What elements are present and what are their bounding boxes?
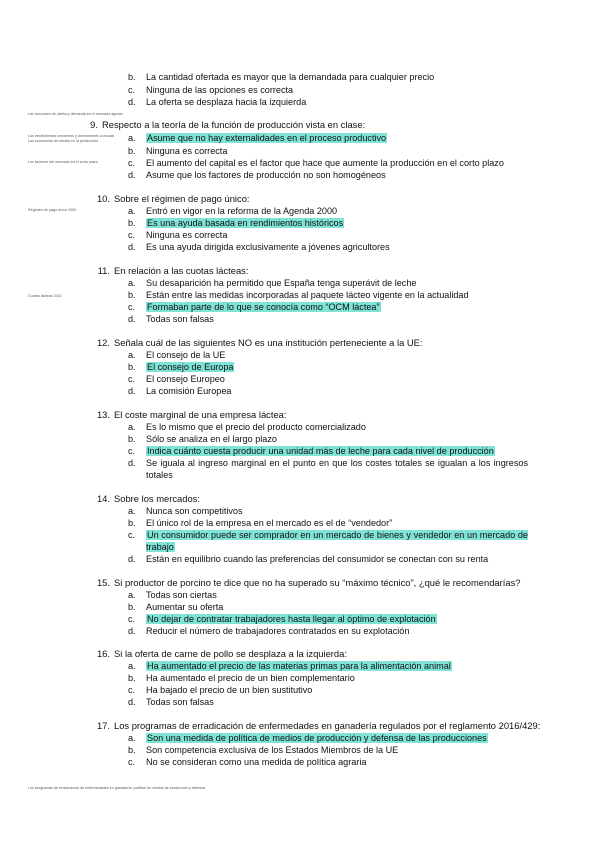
- option-letter: c.: [128, 530, 136, 540]
- option-text: Están en equilibrio cuando las preferencias del consumidor se conectan con su renta: [146, 554, 489, 564]
- question-title: Si la oferta de carne de pollo se desplaza a la izquierda:: [114, 648, 347, 659]
- option-text-highlighted: Ha aumentado el precio de las materias primas para la alimentación animal: [147, 661, 451, 671]
- option-text: Sólo se analiza en el largo plazo: [146, 434, 277, 444]
- option-text: Ninguna es correcta: [146, 146, 228, 156]
- option-letter: c.: [128, 374, 136, 384]
- margin-note: Los programas de erradicación de enfermedades en ganadería, política de medios de producción y defensa: [28, 786, 205, 790]
- question-13: [92, 409, 287, 421]
- option-text: Son competencia exclusiva de los Estados Miembros de la UE: [146, 745, 399, 755]
- question-title: Señala cuál de las siguientes NO es una institución perteneciente a la UE:: [114, 337, 423, 348]
- option-text: Todas son falsas: [146, 314, 214, 324]
- option-text: La cantidad ofertada es mayor que la demandada para cualquier precio: [146, 72, 435, 82]
- question-number: 13.: [96, 409, 110, 420]
- option-letter: d.: [128, 97, 136, 107]
- option-letter: a.: [128, 506, 136, 516]
- option-text: Asume que los factores de producción no son homogéneos: [146, 170, 386, 180]
- question-number: 16.: [96, 648, 110, 659]
- option-letter: a.: [128, 350, 136, 360]
- option-letter: c.: [128, 685, 136, 695]
- option-text: Es una ayuda dirigida exclusivamente a jóvenes agricultores: [146, 242, 390, 252]
- option-text: Es lo mismo que el precio del producto comercializado: [146, 422, 366, 432]
- question-10: [92, 193, 250, 205]
- option-letter: c.: [128, 302, 136, 312]
- option-letter: a.: [128, 422, 136, 432]
- option-text: Se iguala al ingreso marginal en el punto en que los costes totales se igualan a los ingresos totales: [146, 458, 528, 480]
- option-letter: a.: [128, 133, 136, 143]
- option-letter: d.: [128, 242, 136, 252]
- option-text: Su desaparición ha permitido que España tenga superávit de leche: [146, 278, 417, 288]
- option-text: Todas son ciertas: [146, 590, 217, 600]
- option-text-highlighted: Es una ayuda basada en rendimientos históricos: [147, 218, 344, 228]
- margin-note: Los factores del mercado en el corto plazo: [28, 160, 98, 164]
- question-title: Respecto a la teoría de la función de producción vista en clase:: [102, 119, 366, 130]
- option-letter: b.: [128, 434, 136, 444]
- margin-note: Cuotas lácteas 2015: [28, 294, 62, 298]
- option-text: El único rol de la empresa en el mercado es el de “vendedor”: [146, 518, 393, 528]
- question-title: Sobre el régimen de pago único:: [114, 193, 250, 204]
- option-letter: a.: [128, 661, 136, 671]
- question-14: [92, 493, 200, 505]
- option-text-highlighted: Un consumidor puede ser comprador en un mercado de bienes y vendedor en un mercado de trabajo: [146, 530, 528, 552]
- option-text: Reducir el número de trabajadores contratados en su explotación: [146, 626, 410, 636]
- option-text: El consejo de la UE: [146, 350, 226, 360]
- question-number: 9.: [90, 119, 98, 130]
- question-number: 12.: [96, 337, 110, 348]
- option-letter: b.: [128, 146, 136, 156]
- option-text: El aumento del capital es el factor que hace que aumente la producción en el corto plazo: [146, 158, 504, 168]
- option-letter: d.: [128, 386, 136, 396]
- margin-note: Las economías de escala en la producción: [28, 139, 99, 143]
- option-text: Ninguna es correcta: [146, 230, 228, 240]
- option-text: Ha aumentado el precio de un bien complementario: [146, 673, 355, 683]
- option-text: No se consideran como una medida de política agraria: [146, 757, 367, 767]
- option-letter: d.: [128, 554, 136, 564]
- option-text-highlighted: Formaban parte de lo que se conocía como “OCM láctea”: [147, 302, 380, 312]
- option-letter: c.: [128, 757, 136, 767]
- option-letter: d.: [128, 697, 136, 707]
- option-letter: b.: [128, 218, 136, 228]
- question-number: 10.: [96, 193, 110, 204]
- option-letter: c.: [128, 85, 136, 95]
- option-text: Aumentar su oferta: [146, 602, 224, 612]
- option-letter: c.: [128, 230, 136, 240]
- question-title: Los programas de erradicación de enfermedades en ganadería regulados por el reglamento 2016/429:: [114, 720, 541, 731]
- option-letter: b.: [128, 673, 136, 683]
- question-number: 15.: [96, 577, 110, 588]
- question-16: [92, 648, 347, 660]
- question-title: El coste marginal de una empresa láctea:: [114, 409, 287, 420]
- question-9: [80, 119, 365, 131]
- option-text: Entró en vigor en la reforma de la Agenda 2000: [146, 206, 338, 216]
- option-letter: d.: [128, 170, 136, 180]
- option-text-highlighted: Asume que no hay externalidades en el proceso productivo: [147, 133, 387, 143]
- option-letter: d.: [128, 458, 136, 468]
- margin-note: Las funciones de oferta y demanda en el mercado agrario: [28, 112, 123, 116]
- option-text-highlighted: Son una medida de política de medios de producción y defensa de las producciones: [147, 733, 487, 743]
- option-letter: b.: [128, 72, 136, 82]
- option-text: El consejo Europeo: [146, 374, 225, 384]
- option-text: Ninguna de las opciones es correcta: [146, 85, 294, 95]
- option-text: Todas son falsas: [146, 697, 214, 707]
- option-text: Están entre las medidas incorporadas al paquete lácteo vigente en la actualidad: [146, 290, 469, 300]
- option-letter: c.: [128, 158, 136, 168]
- option-letter: a.: [128, 590, 136, 600]
- margin-note: Los rendimientos crecientes y decrecientes a escala: [28, 134, 114, 138]
- question-11: [92, 265, 248, 277]
- question-title: En relación a las cuotas lácteas:: [114, 265, 249, 276]
- option-text-highlighted: El consejo de Europa: [147, 362, 234, 372]
- margin-note: Régimen de pago único 2000: [28, 208, 77, 212]
- option-letter: a.: [128, 733, 136, 743]
- question-title: Si productor de porcino te dice que no ha superado su “máximo técnico”, ¿qué le recomendarías?: [114, 577, 521, 588]
- question-17: [92, 720, 540, 732]
- option-letter: b.: [128, 745, 136, 755]
- option-letter: b.: [128, 518, 136, 528]
- question-title: Sobre los mercados:: [114, 493, 200, 504]
- option-text-highlighted: Indica cuánto cuesta producir una unidad más de leche para cada nivel de producción: [147, 446, 494, 456]
- option-letter: a.: [128, 278, 136, 288]
- option-text-highlighted: No dejar de contratar trabajadores hasta llegar al óptimo de explotación: [147, 614, 436, 624]
- question-number: 14.: [96, 493, 110, 504]
- option-text: Ha bajado el precio de un bien sustitutivo: [146, 685, 313, 695]
- option-letter: a.: [128, 206, 136, 216]
- question-number: 11.: [97, 265, 110, 276]
- option-letter: b.: [128, 362, 136, 372]
- option-text: La oferta se desplaza hacia la izquierda: [146, 97, 307, 107]
- option-letter: d.: [128, 626, 136, 636]
- option-letter: c.: [128, 614, 136, 624]
- question-15: [92, 577, 520, 589]
- option-text: La comisión Europea: [146, 386, 232, 396]
- option-text: Nunca son competitivos: [146, 506, 243, 516]
- option-letter: b.: [128, 290, 136, 300]
- question-number: 17.: [96, 720, 110, 731]
- question-12: [92, 337, 423, 349]
- option-letter: d.: [128, 314, 136, 324]
- option-letter: b.: [128, 602, 136, 612]
- option-letter: c.: [128, 446, 136, 456]
